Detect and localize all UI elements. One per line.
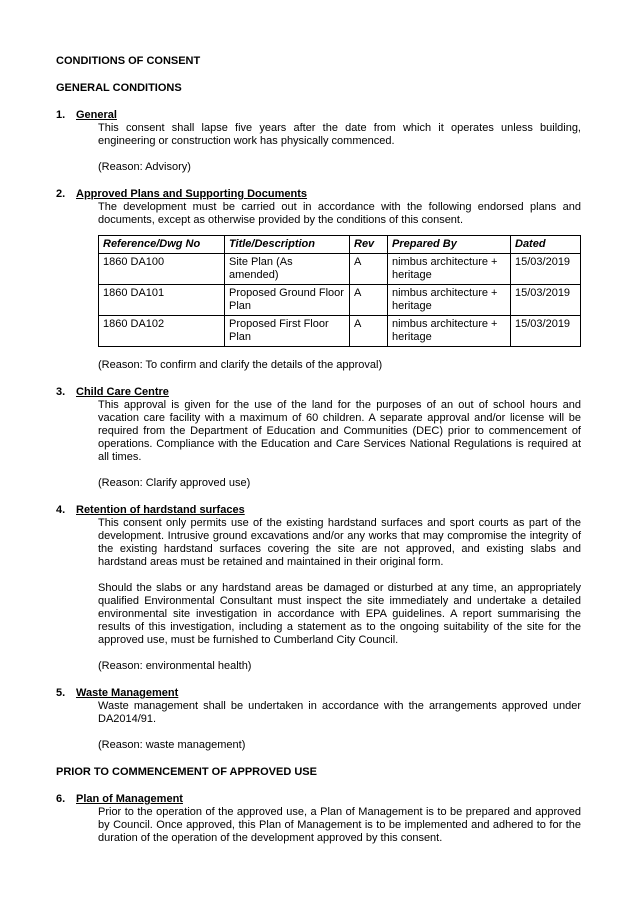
condition-2 bbox=[56, 188, 581, 372]
table-header-cell: Title/Description bbox=[225, 236, 350, 254]
condition-text: Prior to the operation of the approved use, a Plan of Management is to be prepared and approved by Council. Once approved, this Plan of Management is to be implemented and adhered to for the duration of the operation of the development approved by this consent. bbox=[98, 806, 581, 844]
table-header-cell: Prepared By bbox=[388, 236, 511, 254]
table-header-cell: Dated bbox=[511, 236, 581, 254]
condition-5 bbox=[56, 687, 581, 752]
table-cell: Site Plan (As amended) bbox=[225, 254, 350, 285]
table-cell: 15/03/2019 bbox=[511, 285, 581, 316]
condition-reason: (Reason: To confirm and clarify the details of the approval) bbox=[98, 359, 383, 371]
condition-text: This consent only permits use of the existing hardstand surfaces and sport courts as part of the development. Intrusive ground excavations and/or any works that may compromise the integrity of the existing hardstand surfaces covering the site are not approved, and existing slabs and hardstand areas must be retained and maintained in their original form. bbox=[98, 517, 581, 568]
condition-number: 5. bbox=[56, 687, 66, 699]
condition-number: 2. bbox=[56, 188, 66, 200]
general-conditions-heading: GENERAL CONDITIONS bbox=[56, 82, 182, 94]
condition-number: 3. bbox=[56, 386, 66, 398]
condition-text: This consent shall lapse five years after the date from which it operates unless building, engineering or construction work has physically commenced. bbox=[98, 122, 581, 147]
condition-reason: (Reason: Advisory) bbox=[98, 161, 191, 173]
condition-4 bbox=[56, 504, 581, 673]
condition-number: 6. bbox=[56, 793, 66, 805]
table-cell: Proposed Ground Floor Plan bbox=[225, 285, 350, 316]
condition-3 bbox=[56, 386, 581, 490]
condition-1 bbox=[56, 109, 581, 174]
table-header-row bbox=[99, 236, 581, 254]
condition-title: Child Care Centre bbox=[76, 386, 169, 398]
condition-reason: (Reason: Clarify approved use) bbox=[98, 477, 251, 489]
condition-text-2: Should the slabs or any hardstand areas be damaged or disturbed at any time, an appropriately qualified Environmental Consultant must inspect the site immediately and undertake a detailed environmental site investigation in accordance with EPA guidelines. A report summarising the results of this investigation, including a statement as to the ongoing suitability of the site for the approved use, must be furnished to Cumberland City Council. bbox=[98, 582, 581, 646]
table-cell: A bbox=[350, 285, 388, 316]
condition-reason: (Reason: environmental health) bbox=[98, 660, 252, 672]
table-header-cell: Rev bbox=[350, 236, 388, 254]
condition-number: 1. bbox=[56, 109, 66, 121]
condition-6 bbox=[56, 793, 581, 845]
table-cell: nimbus architecture + heritage bbox=[388, 316, 511, 347]
table-row bbox=[99, 316, 581, 347]
condition-title: Plan of Management bbox=[76, 793, 183, 805]
condition-number: 4. bbox=[56, 504, 66, 516]
table-header-cell: Reference/Dwg No bbox=[99, 236, 225, 254]
table-cell: nimbus architecture + heritage bbox=[388, 254, 511, 285]
document-page bbox=[56, 55, 581, 859]
table-row bbox=[99, 285, 581, 316]
table-cell: Proposed First Floor Plan bbox=[225, 316, 350, 347]
condition-title: General bbox=[76, 109, 117, 121]
condition-title: Retention of hardstand surfaces bbox=[76, 504, 245, 516]
document-title: CONDITIONS OF CONSENT bbox=[56, 55, 201, 67]
condition-reason: (Reason: waste management) bbox=[98, 739, 246, 751]
condition-text: The development must be carried out in accordance with the following endorsed plans and documents, except as otherwise provided by the conditions of this consent. bbox=[98, 201, 581, 226]
table-cell: 1860 DA101 bbox=[99, 285, 225, 316]
table-cell: 1860 DA100 bbox=[99, 254, 225, 285]
table-cell: A bbox=[350, 316, 388, 347]
table-cell: 15/03/2019 bbox=[511, 316, 581, 347]
prior-to-commencement-heading: PRIOR TO COMMENCEMENT OF APPROVED USE bbox=[56, 766, 317, 778]
table-cell: 15/03/2019 bbox=[511, 254, 581, 285]
table-cell: 1860 DA102 bbox=[99, 316, 225, 347]
condition-text: This approval is given for the use of the land for the purposes of an out of school hours and vacation care facility with a maximum of 60 children. A separate approval and/or license will be required from the Department of Education and Communities (DEC) prior to commencement of operations. Compliance with the Education and Care Services National Regulations is required at all times. bbox=[98, 399, 581, 463]
condition-title: Approved Plans and Supporting Documents bbox=[76, 188, 308, 200]
approved-plans-table bbox=[98, 235, 581, 347]
table-cell: A bbox=[350, 254, 388, 285]
condition-text: Waste management shall be undertaken in accordance with the arrangements approved under DA2014/91. bbox=[98, 700, 581, 725]
condition-title: Waste Management bbox=[76, 687, 179, 699]
table-row bbox=[99, 254, 581, 285]
table-cell: nimbus architecture + heritage bbox=[388, 285, 511, 316]
